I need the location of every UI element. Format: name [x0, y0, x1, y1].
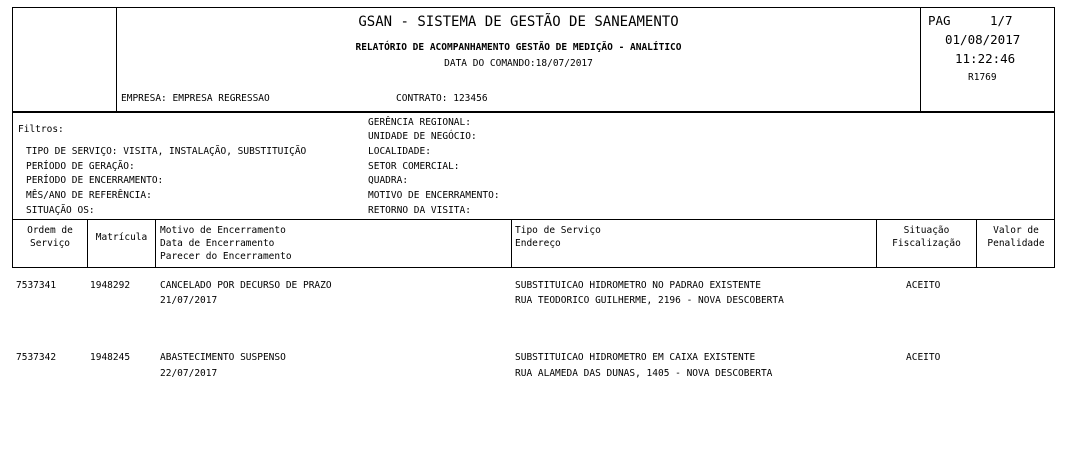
filter-os-status: SITUAÇÃO OS:	[26, 205, 95, 216]
report-title: RELATÓRIO DE ACOMPANHAMENTO GESTÃO DE MEDIÇÃO - ANALÍTICO	[355, 42, 682, 53]
filters-title: Filtros:	[18, 124, 64, 135]
filter-value: VISITA, INSTALAÇÃO, SUBSTITUIÇÃO	[123, 146, 307, 157]
filter-visit-return: RETORNO DA VISITA:	[368, 205, 471, 216]
filter-commercial-sector: SETOR COMERCIAL:	[368, 161, 460, 172]
report-date: 01/08/2017	[945, 32, 1021, 47]
header-divider-right	[920, 7, 921, 112]
page-number: 1/7	[990, 13, 1013, 28]
command-date-line	[117, 58, 920, 69]
contract-label: CONTRATO:	[396, 93, 448, 104]
company-label: EMPRESA:	[121, 93, 167, 104]
company-value: EMPRESA REGRESSAO	[172, 93, 270, 104]
filter-service-type	[26, 146, 306, 157]
filters-box	[12, 112, 1055, 220]
col-divider	[511, 219, 512, 268]
row-ordem: 7537341	[16, 280, 57, 291]
company-line	[121, 93, 270, 104]
filter-locality: LOCALIDADE:	[368, 146, 431, 157]
filter-label: TIPO DE SERVIÇO:	[26, 146, 118, 157]
filter-block: QUADRA:	[368, 175, 409, 186]
report-time: 11:22:46	[955, 51, 1016, 66]
col-header-motivo: Motivo de Encerramento Data de Encerramento Parecer do Encerramento	[160, 225, 292, 262]
contract-value: 123456	[453, 93, 488, 104]
row-tipo-servico: SUBSTITUICAO HIDROMETRO NO PADRAO EXISTENTE	[515, 280, 761, 291]
col-header-matricula: Matrícula	[95, 232, 148, 243]
filter-closing-period: PERÍODO DE ENCERRAMENTO:	[26, 175, 164, 186]
filter-closing-reason: MOTIVO DE ENCERRAMENTO:	[368, 190, 500, 201]
row-tipo-servico: SUBSTITUICAO HIDROMETRO EM CAIXA EXISTENTE	[515, 352, 756, 363]
row-endereco: RUA ALAMEDA DAS DUNAS, 1405 - NOVA DESCOBERTA	[515, 368, 773, 379]
row-situacao: ACEITO	[906, 352, 941, 363]
col-divider	[155, 219, 156, 268]
filter-reference-month: MÊS/ANO DE REFERÊNCIA:	[26, 190, 152, 201]
filter-business-unit: UNIDADE DE NEGÓCIO:	[368, 131, 477, 142]
row-motivo: CANCELADO POR DECURSO DE PRAZO	[160, 280, 332, 291]
row-data-encerramento: 21/07/2017	[160, 295, 218, 306]
col-header-tipo: Tipo de Serviço Endereço	[515, 225, 601, 249]
filter-generation-period: PERÍODO DE GERAÇÃO:	[26, 161, 135, 172]
col-header-situacao: Situação Fiscalização	[892, 225, 961, 249]
row-data-encerramento: 22/07/2017	[160, 368, 218, 379]
row-matricula: 1948245	[90, 352, 131, 363]
col-header-ordem: Ordem de Serviço	[27, 225, 73, 249]
col-header-valor: Valor de Penalidade	[987, 225, 1045, 249]
row-situacao: ACEITO	[906, 280, 941, 291]
row-matricula: 1948292	[90, 280, 131, 291]
filter-regional-management: GERÊNCIA REGIONAL:	[368, 117, 471, 128]
command-date-value: 18/07/2017	[535, 58, 593, 69]
command-date-label: DATA DO COMANDO:	[444, 58, 536, 69]
contract-line	[396, 93, 488, 104]
report-code: R1769	[968, 72, 997, 83]
row-endereco: RUA TEODORICO GUILHERME, 2196 - NOVA DESCOBERTA	[515, 295, 784, 306]
row-motivo: ABASTECIMENTO SUSPENSO	[160, 352, 286, 363]
row-ordem: 7537342	[16, 352, 57, 363]
page-label: PAG	[928, 13, 951, 28]
system-title: GSAN - SISTEMA DE GESTÃO DE SANEAMENTO	[358, 14, 679, 30]
